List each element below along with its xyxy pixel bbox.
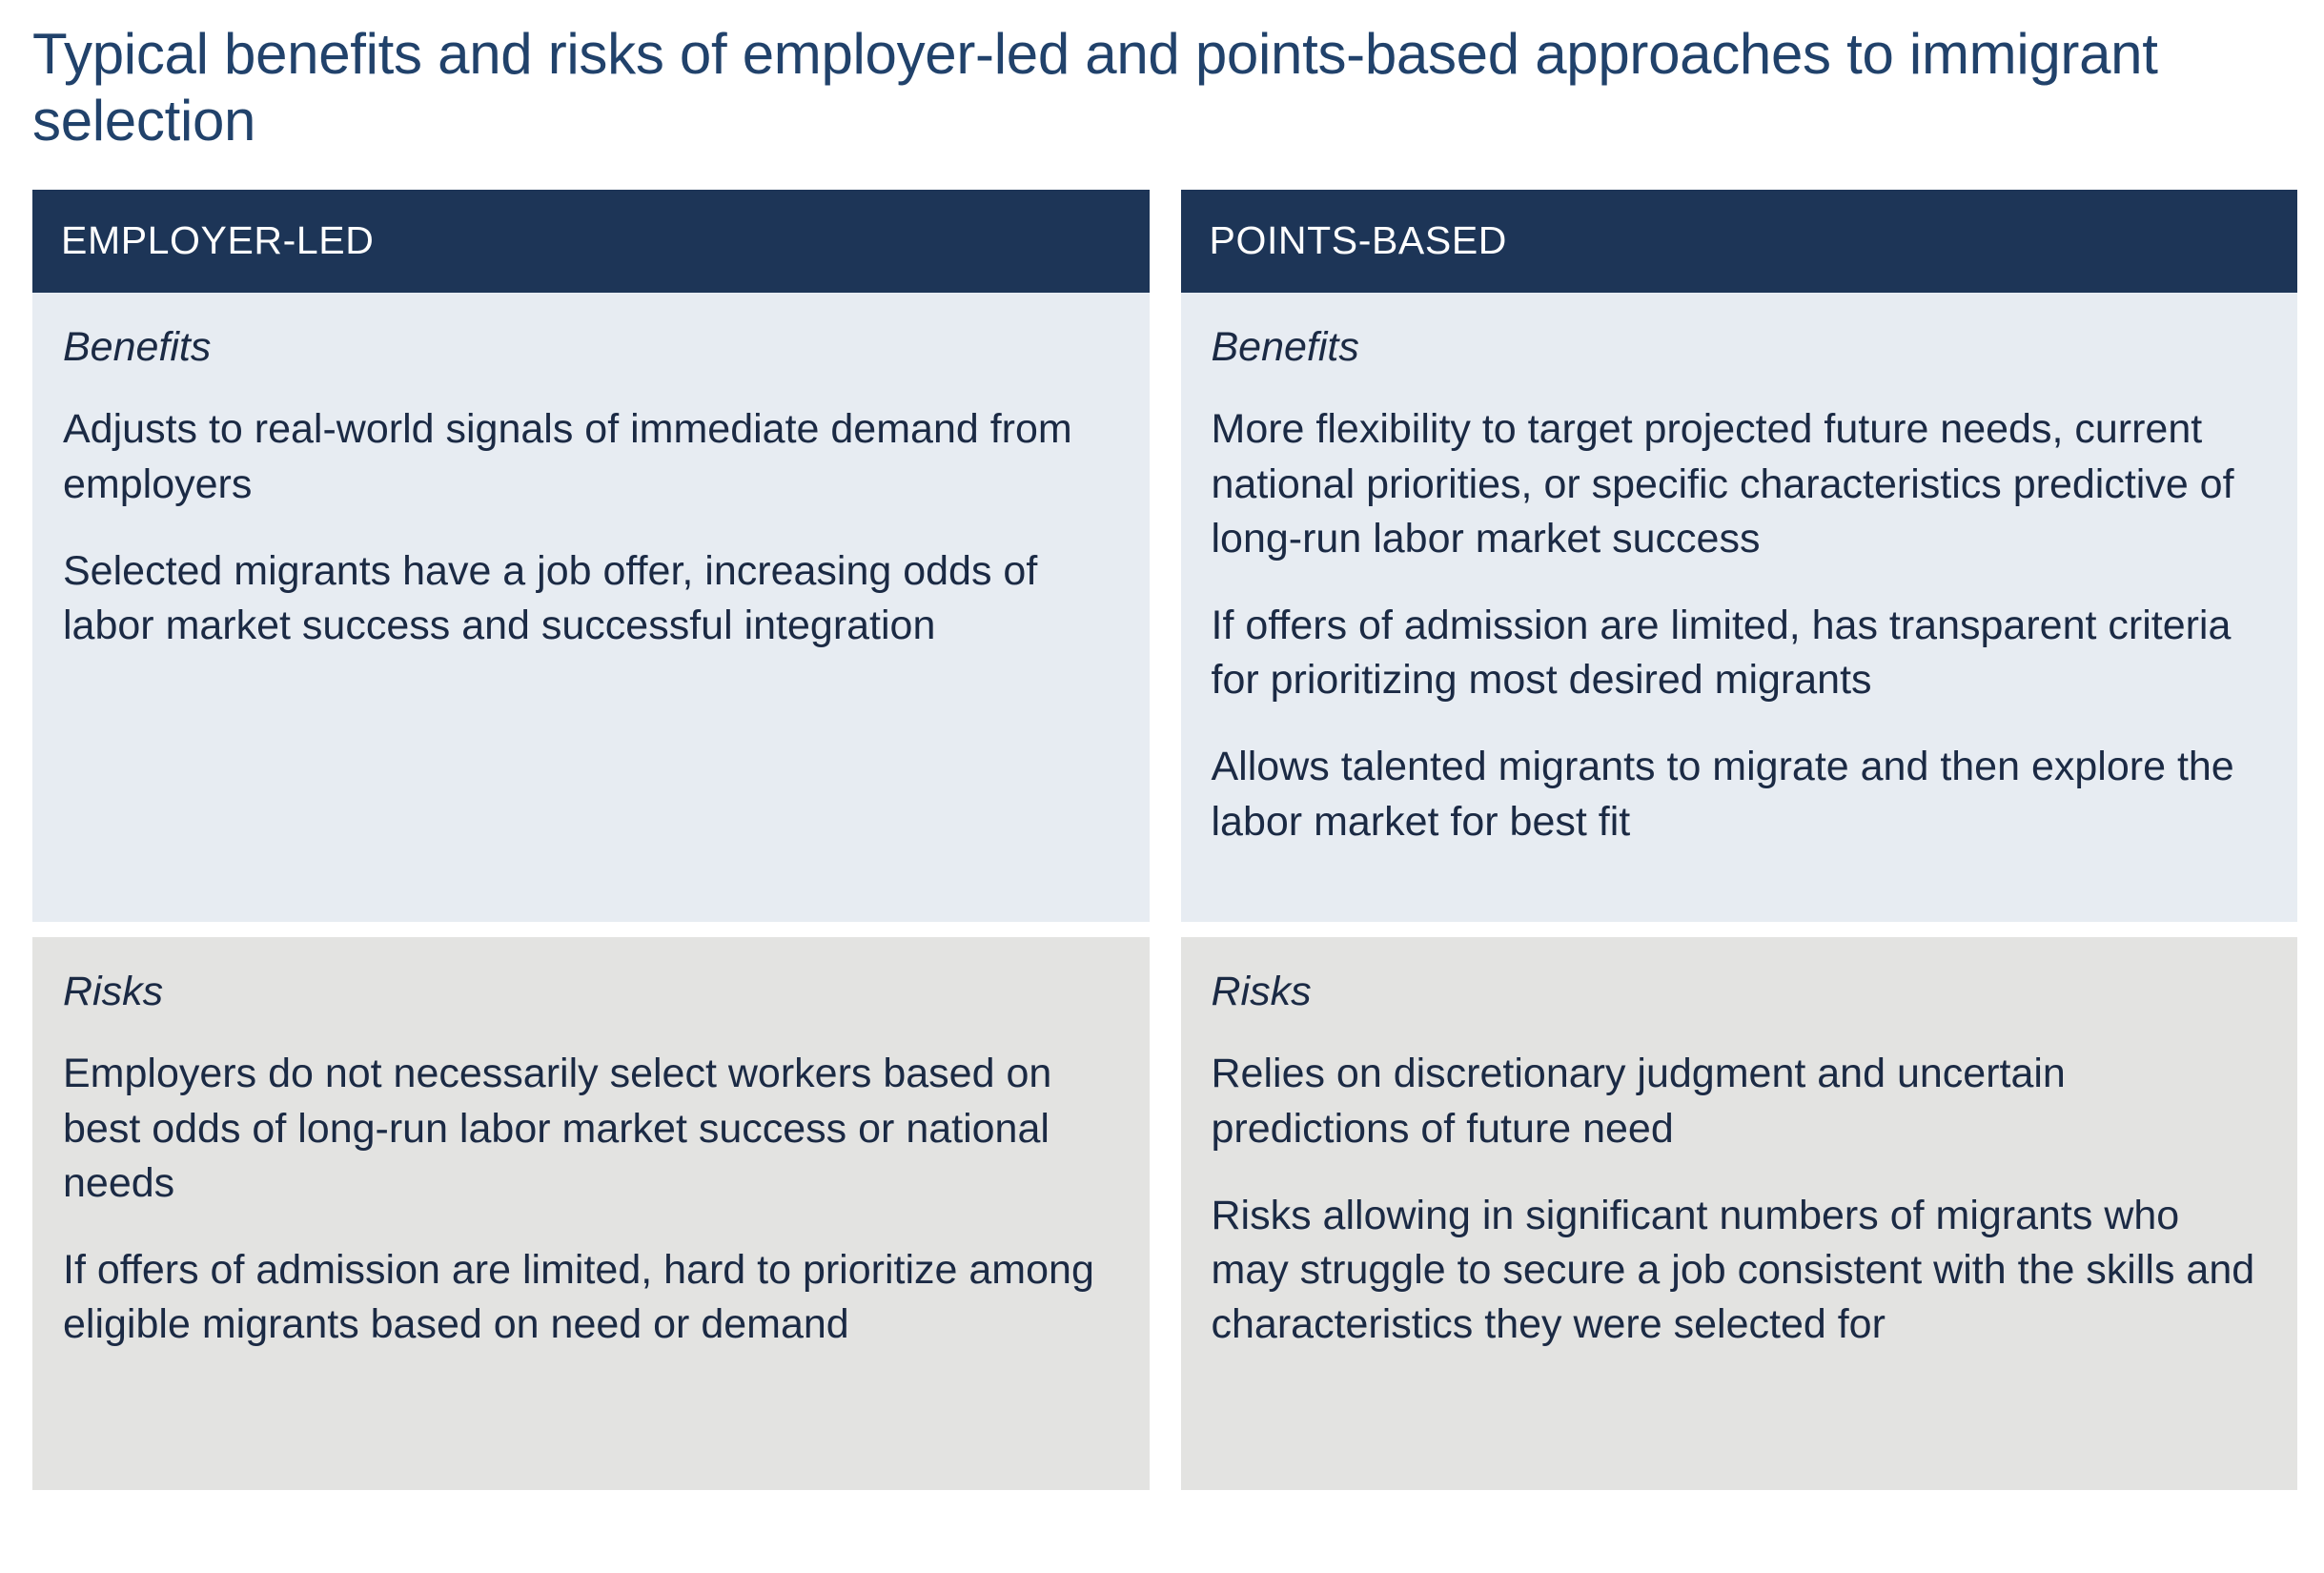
page-title: Typical benefits and risks of employer-led and points-based approaches to immigrant selection — [32, 22, 2158, 153]
employer-led-risks-label: Risks — [63, 969, 164, 1015]
list-item: More flexibility to target projected future needs, current national priorities, or specific characteristics predictive of long-run labor market success — [1211, 406, 2234, 562]
panel-divider — [1181, 922, 2298, 937]
list-item: Relies on discretionary judgment and uncertain predictions of future need — [1211, 1051, 2066, 1152]
points-based-risks-label: Risks — [1211, 969, 1312, 1015]
list-item: Selected migrants have a job offer, increasing odds of labor market success and successful integration — [63, 547, 1038, 649]
list-item: Risks allowing in significant numbers of migrants who may struggle to secure a job consistent with the skills and characteristics they were selected for — [1211, 1192, 2255, 1348]
panel-divider — [32, 922, 1150, 937]
employer-led-benefits-list — [63, 402, 1119, 653]
employer-led-risks-list — [63, 1047, 1119, 1352]
list-item: Adjusts to real-world signals of immediate demand from employers — [63, 406, 1072, 507]
points-based-risks-panel — [1181, 937, 2298, 1490]
column-points-based — [1181, 190, 2298, 1490]
comparison-columns — [32, 190, 2297, 1490]
column-header-employer-led: EMPLOYER-LED — [32, 190, 1150, 293]
list-item: If offers of admission are limited, hard to prioritize among eligible migrants based on need or demand — [63, 1247, 1094, 1348]
list-item: Allows talented migrants to migrate and then explore the labor market for best fit — [1211, 744, 2234, 845]
list-item: If offers of admission are limited, has transparent criteria for prioritizing most desired migrants — [1211, 603, 2232, 704]
points-based-risks-list — [1212, 1047, 2268, 1352]
employer-led-benefits-label: Benefits — [63, 324, 212, 371]
column-employer-led — [32, 190, 1150, 1490]
points-based-benefits-label: Benefits — [1211, 324, 1359, 371]
points-based-benefits-list — [1212, 402, 2268, 848]
column-header-points-based: POINTS-BASED — [1181, 190, 2298, 293]
points-based-benefits-panel — [1181, 293, 2298, 922]
list-item: Employers do not necessarily select workers based on best odds of long-run labor market success or national needs — [63, 1051, 1052, 1206]
employer-led-benefits-panel — [32, 293, 1150, 922]
employer-led-risks-panel — [32, 937, 1150, 1490]
